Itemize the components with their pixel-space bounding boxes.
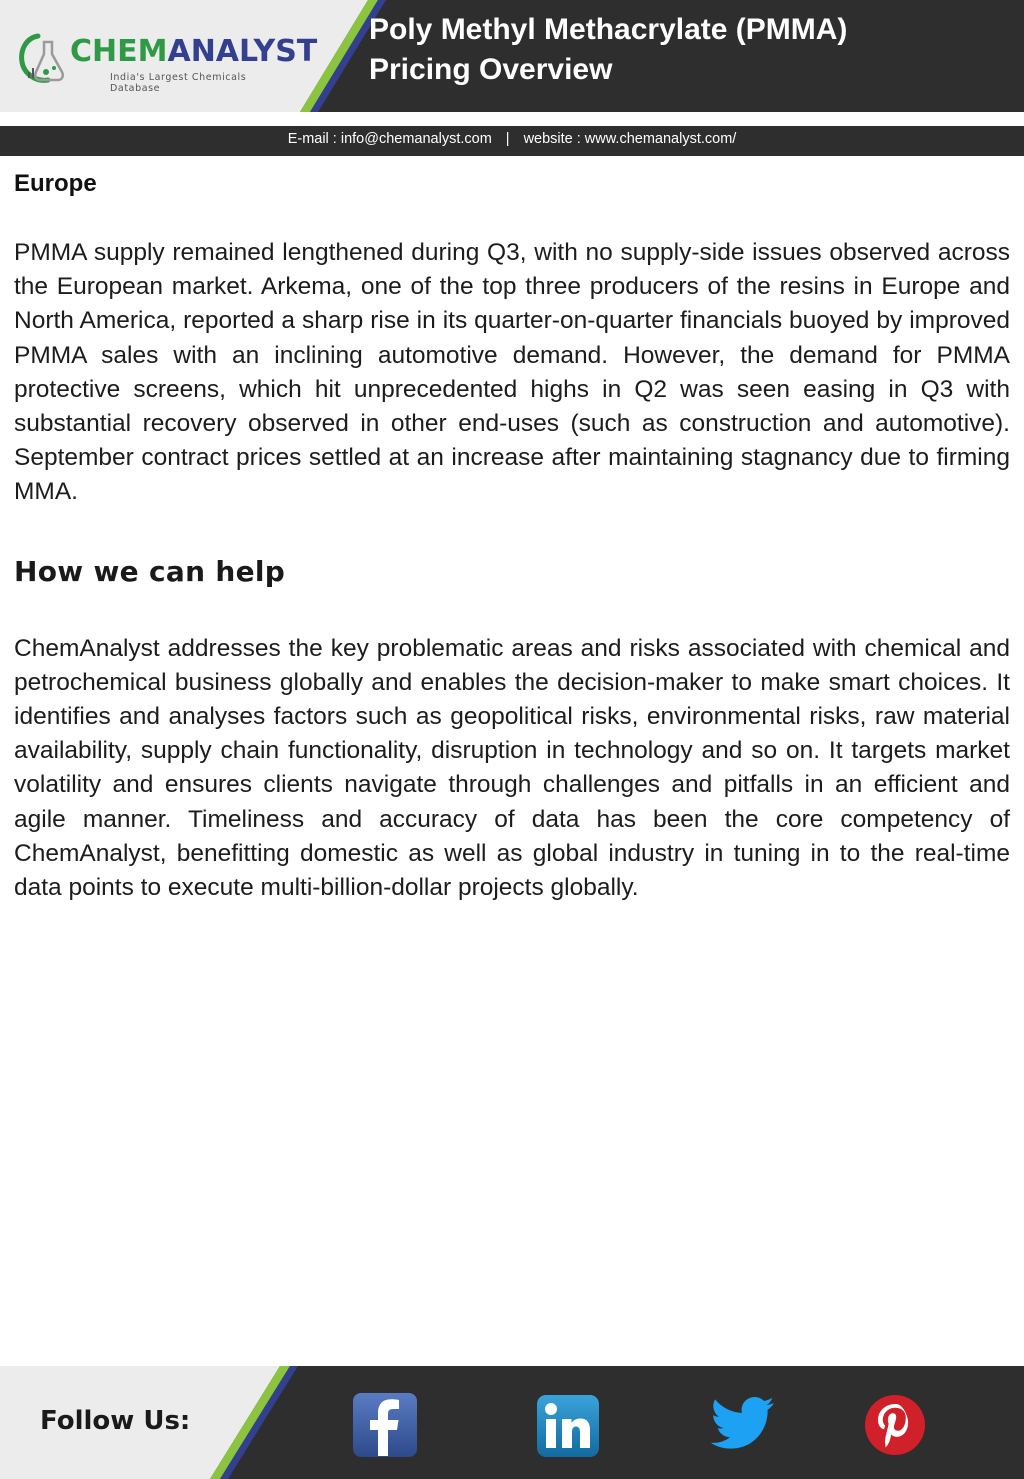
header (0, 0, 1024, 112)
main-content (14, 168, 1010, 905)
twitter-icon[interactable] (710, 1396, 776, 1452)
contact-bar (0, 126, 1024, 156)
follow-us-label: Follow Us: (40, 1406, 191, 1436)
chemanalyst-logo[interactable] (18, 28, 318, 94)
linkedin-icon[interactable] (536, 1394, 600, 1458)
logo-brand-part2: ANALYST (167, 34, 318, 69)
pinterest-icon[interactable] (864, 1394, 926, 1456)
facebook-icon[interactable] (352, 1392, 418, 1458)
page-title-line1: Poly Methyl Methacrylate (PMMA) (369, 13, 848, 46)
logo-brand-part1: CHEM (70, 34, 168, 69)
section-heading-help: How we can help (14, 554, 286, 588)
flask-icon (18, 28, 74, 88)
logo-wordmark (70, 34, 317, 69)
footer (0, 1366, 1024, 1479)
help-paragraph: ChemAnalyst addresses the key problematic areas and risks associated with chemical and petrochemical business globally and enables the decision-maker to make smart choices. It identifies and analyses factors such as geopolitical risks, environmental risks, raw material availability, supply chain functionality, disruption in technology and so on. It targets market volatility and ensures clients navigate through challenges and pitfalls in an efficient and agile manner. Timeliness and accuracy of data has been the core competency of ChemAnalyst, benefitting domestic as well as global industry in tuning in to the real-time data points to execute multi-billion-dollar projects globally. (14, 634, 1010, 902)
europe-paragraph: PMMA supply remained lengthened during Q3, with no supply-side issues observed across the European market. Arkema, one of the top three producers of the resins in Europe and North America, reported a sharp rise in its quarter-on-quarter financials buoyed by improved PMMA sales with an inclining automotive demand. However, the demand for PMMA protective screens, which hit unprecedented highs in Q2 was seen easing in Q3 with substantial recovery observed in other end-uses (such as construction and automotive). September contract prices settled at an increase after maintaining stagnancy due to firming MMA. (14, 239, 1010, 506)
section-heading-europe: Europe (14, 170, 97, 197)
page-title (369, 10, 1009, 90)
page-title-line2: Pricing Overview (369, 53, 613, 86)
contact-separator: | (505, 131, 510, 147)
contact-email-link[interactable]: E-mail : info@chemanalyst.com (287, 131, 492, 147)
contact-website-link[interactable]: website : www.chemanalyst.com/ (523, 131, 737, 147)
logo-tagline: India's Largest Chemicals Database (110, 72, 247, 94)
